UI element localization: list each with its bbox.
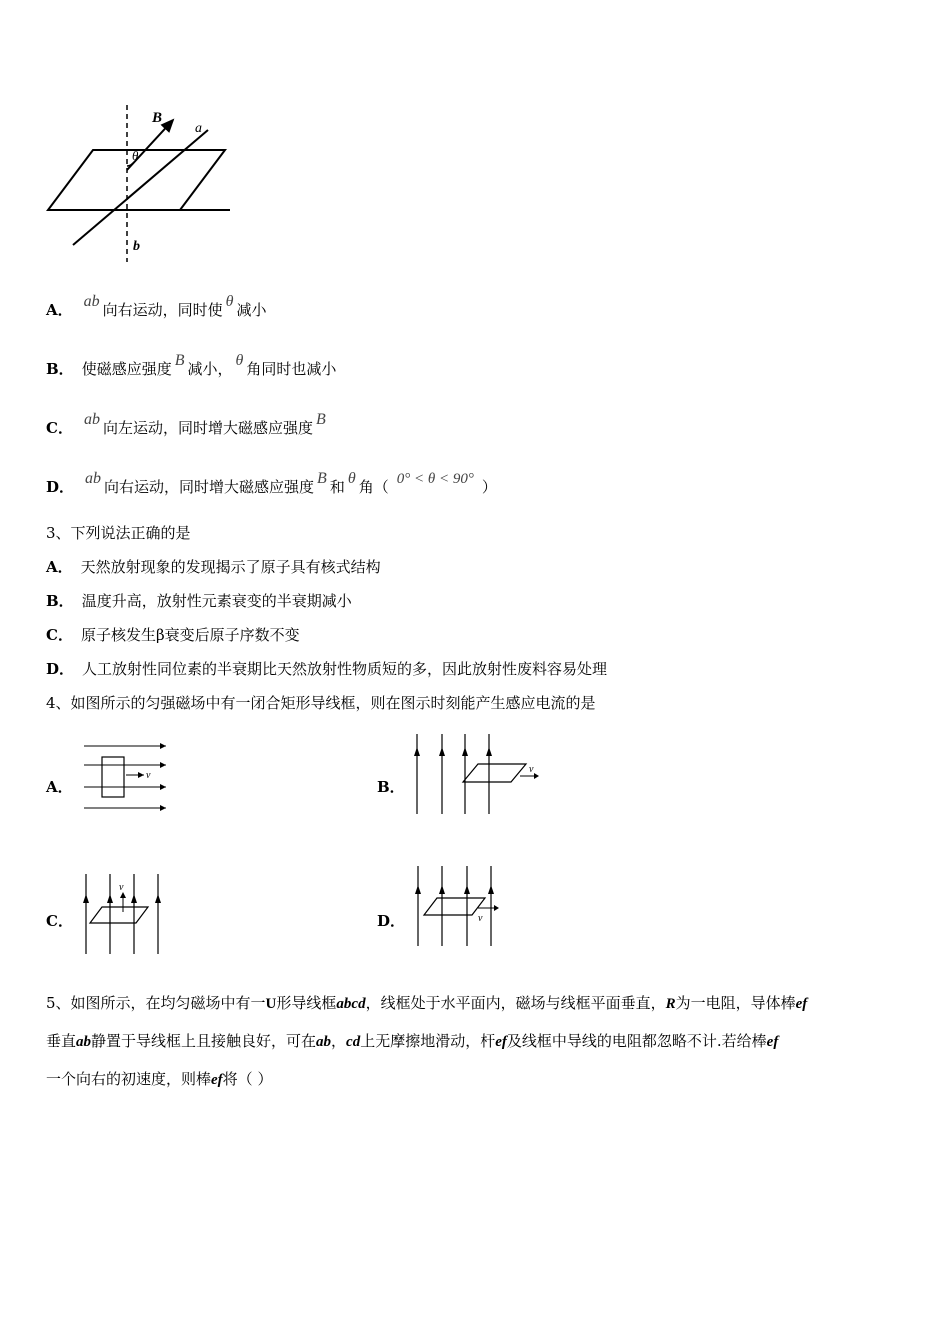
label-B: B bbox=[152, 110, 163, 126]
main-figure bbox=[40, 100, 240, 270]
q4-option-d-label: D． bbox=[377, 912, 406, 930]
q4-option-a-label: A． bbox=[46, 778, 73, 796]
wire-frame bbox=[102, 757, 124, 797]
label-b: b bbox=[133, 239, 140, 254]
velocity-label: v bbox=[529, 764, 534, 775]
rod-ab bbox=[73, 130, 208, 245]
q4-figure-a bbox=[82, 738, 172, 814]
velocity-arrowhead bbox=[534, 773, 539, 779]
wire-frame bbox=[463, 764, 526, 782]
q2-option-b: B． 使磁感应强度 B 减小， θ 角同时也减小 bbox=[46, 352, 337, 378]
q2-option-a: A． ab 向右运动，同时使 θ 减小 bbox=[46, 293, 267, 319]
velocity-label: v bbox=[119, 882, 124, 893]
wire-frame bbox=[90, 907, 148, 923]
velocity-label: v bbox=[478, 913, 483, 924]
q3-option-c: C． 原子核发生β衰变后原子序数不变 bbox=[46, 626, 300, 644]
velocity-label: v bbox=[146, 770, 151, 781]
q2-option-d: D． ab 向右运动，同时增大磁感应强度 B 和 θ 角（ 0° < θ < 90° ） bbox=[46, 470, 497, 496]
label-theta: θ bbox=[132, 148, 139, 163]
label-a: a bbox=[195, 121, 202, 136]
q4-stem: 4、如图所示的匀强磁场中有一闭合矩形导线框，则在图示时刻能产生感应电流的是 bbox=[46, 694, 596, 712]
wire-frame bbox=[424, 898, 485, 915]
q2-option-c: C． ab 向左运动，同时增大磁感应强度 B bbox=[46, 411, 326, 437]
q4-option-c-label: C． bbox=[46, 912, 73, 930]
field-arrowhead bbox=[415, 885, 494, 894]
q4-option-b-label: B． bbox=[377, 778, 405, 796]
field-arrowhead bbox=[414, 747, 492, 756]
q5-line-1: 5、如图所示，在均匀磁场中有一U形导线框abcd，线框处于水平面内，磁场与线框平面垂直，R为一电阻，导体棒ef bbox=[46, 994, 808, 1012]
q4-figure-d bbox=[410, 862, 510, 950]
q3-option-d: D． 人工放射性同位素的半衰期比天然放射性物质短的多，因此放射性废料容易处理 bbox=[46, 660, 608, 678]
q4-figure-c bbox=[80, 870, 170, 958]
q3-stem: 3、下列说法正确的是 bbox=[46, 524, 191, 542]
q4-figure-b bbox=[408, 730, 548, 818]
q5-line-3: 一个向右的初速度，则棒ef将（ ） bbox=[46, 1070, 273, 1088]
q3-option-a: A． 天然放射现象的发现揭示了原子具有核式结构 bbox=[46, 558, 381, 576]
q3-option-b: B． 温度升高，放射性元素衰变的半衰期减小 bbox=[46, 592, 352, 610]
q5-line-2: 垂直ab静置于导线框上且接触良好，可在ab，cd上无摩擦地滑动，杆ef及线框中导线的电阻都忽略不计.若给棒ef bbox=[46, 1032, 779, 1050]
velocity-arrowhead bbox=[494, 905, 499, 911]
